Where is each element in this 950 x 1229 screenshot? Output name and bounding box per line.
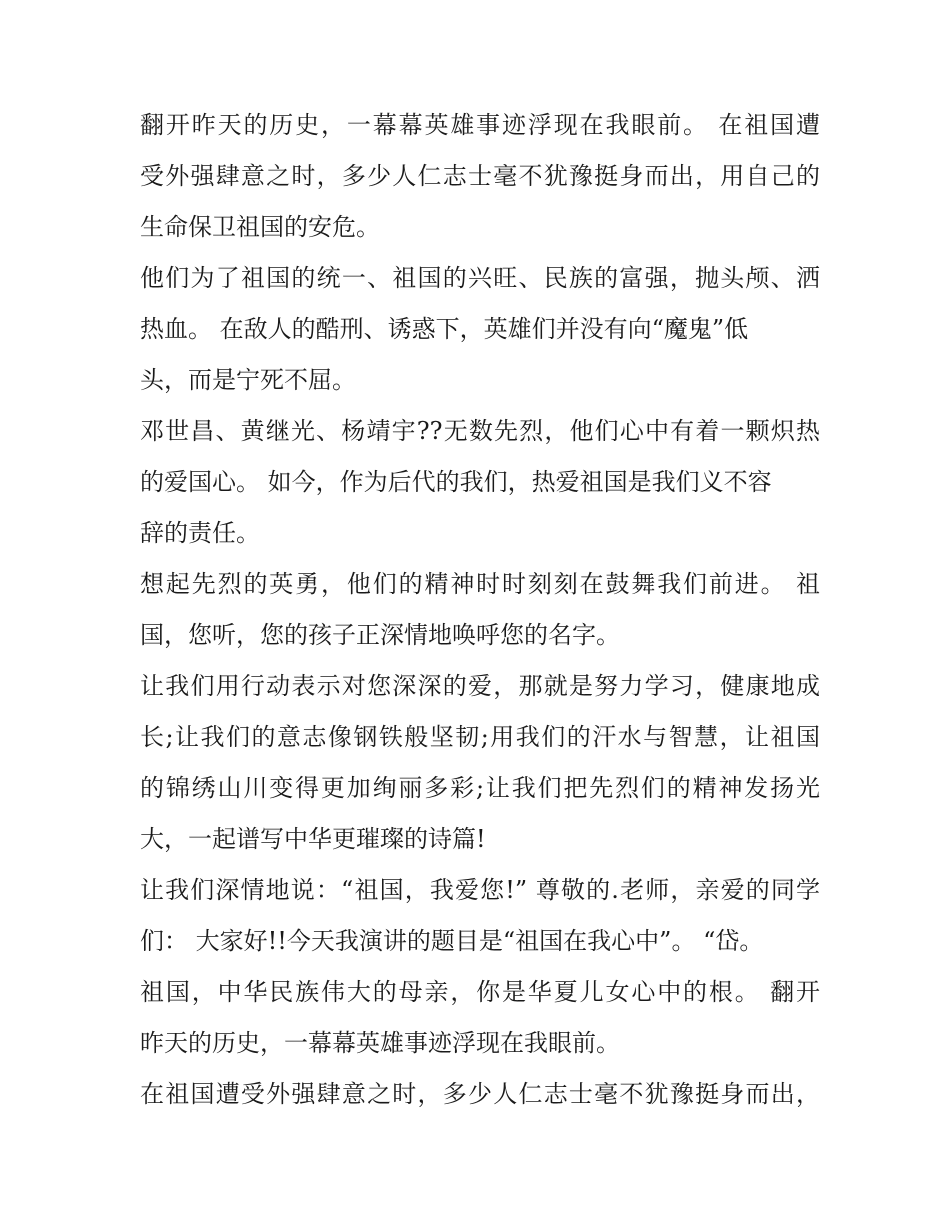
text-line: 昨天的历史，一幕幕英雄事迹浮现在我眼前。 bbox=[140, 1029, 620, 1057]
text-line: 长;让我们的意志像钢铁般坚韧;用我们的汗水与智慧，让祖国 bbox=[140, 723, 820, 751]
text-line: 大，一起谱写中华更璀璨的诗篇! bbox=[140, 825, 486, 853]
text-line: 生命保卫祖国的安危。 bbox=[140, 213, 380, 241]
text-line: 翻开昨天的历史，一幕幕英雄事迹浮现在我眼前。 在祖国遭 bbox=[140, 111, 820, 139]
text-line: 邓世昌、黄继光、杨靖宇??无数先烈，他们心中有着一颗炽热 bbox=[140, 417, 820, 445]
text-line: 祖国，中华民族伟大的母亲，你是华夏儿女心中的根。 翻开 bbox=[140, 978, 820, 1006]
text-line: 的爱国心。 如今，作为后代的我们，热爱祖国是我们义不容 bbox=[140, 468, 772, 496]
text-line: 们： 大家好!!今天我演讲的题目是“祖国在我心中”。 “岱。 bbox=[140, 927, 764, 955]
text-line: 受外强肆意之时，多少人仁志士毫不犹豫挺身而出，用自己的 bbox=[140, 162, 820, 190]
text-line: 热血。 在敌人的酷刑、诱惑下，英雄们并没有向“魔鬼”低 bbox=[140, 315, 749, 343]
document-body bbox=[140, 100, 820, 1120]
text-line: 头，而是宁死不屈。 bbox=[140, 366, 356, 394]
text-line: 让我们深情地说：“祖国，我爱您!” 尊敬的.老师，亲爱的同学 bbox=[140, 876, 820, 904]
text-line: 他们为了祖国的统一、祖国的兴旺、民族的富强，抛头颅、洒 bbox=[140, 264, 820, 292]
text-line: 辞的责任。 bbox=[140, 519, 260, 547]
text-line: 在祖国遭受外强肆意之时，多少人仁志士毫不犹豫挺身而出， bbox=[140, 1080, 820, 1108]
text-line: 的锦绣山川变得更加绚丽多彩;让我们把先烈们的精神发扬光 bbox=[140, 774, 820, 802]
text-line: 想起先烈的英勇，他们的精神时时刻刻在鼓舞我们前进。 祖 bbox=[140, 570, 820, 598]
text-line: 让我们用行动表示对您深深的爱，那就是努力学习，健康地成 bbox=[140, 672, 820, 700]
text-line: 国，您听，您的孩子正深情地唤呼您的名字。 bbox=[140, 621, 620, 649]
